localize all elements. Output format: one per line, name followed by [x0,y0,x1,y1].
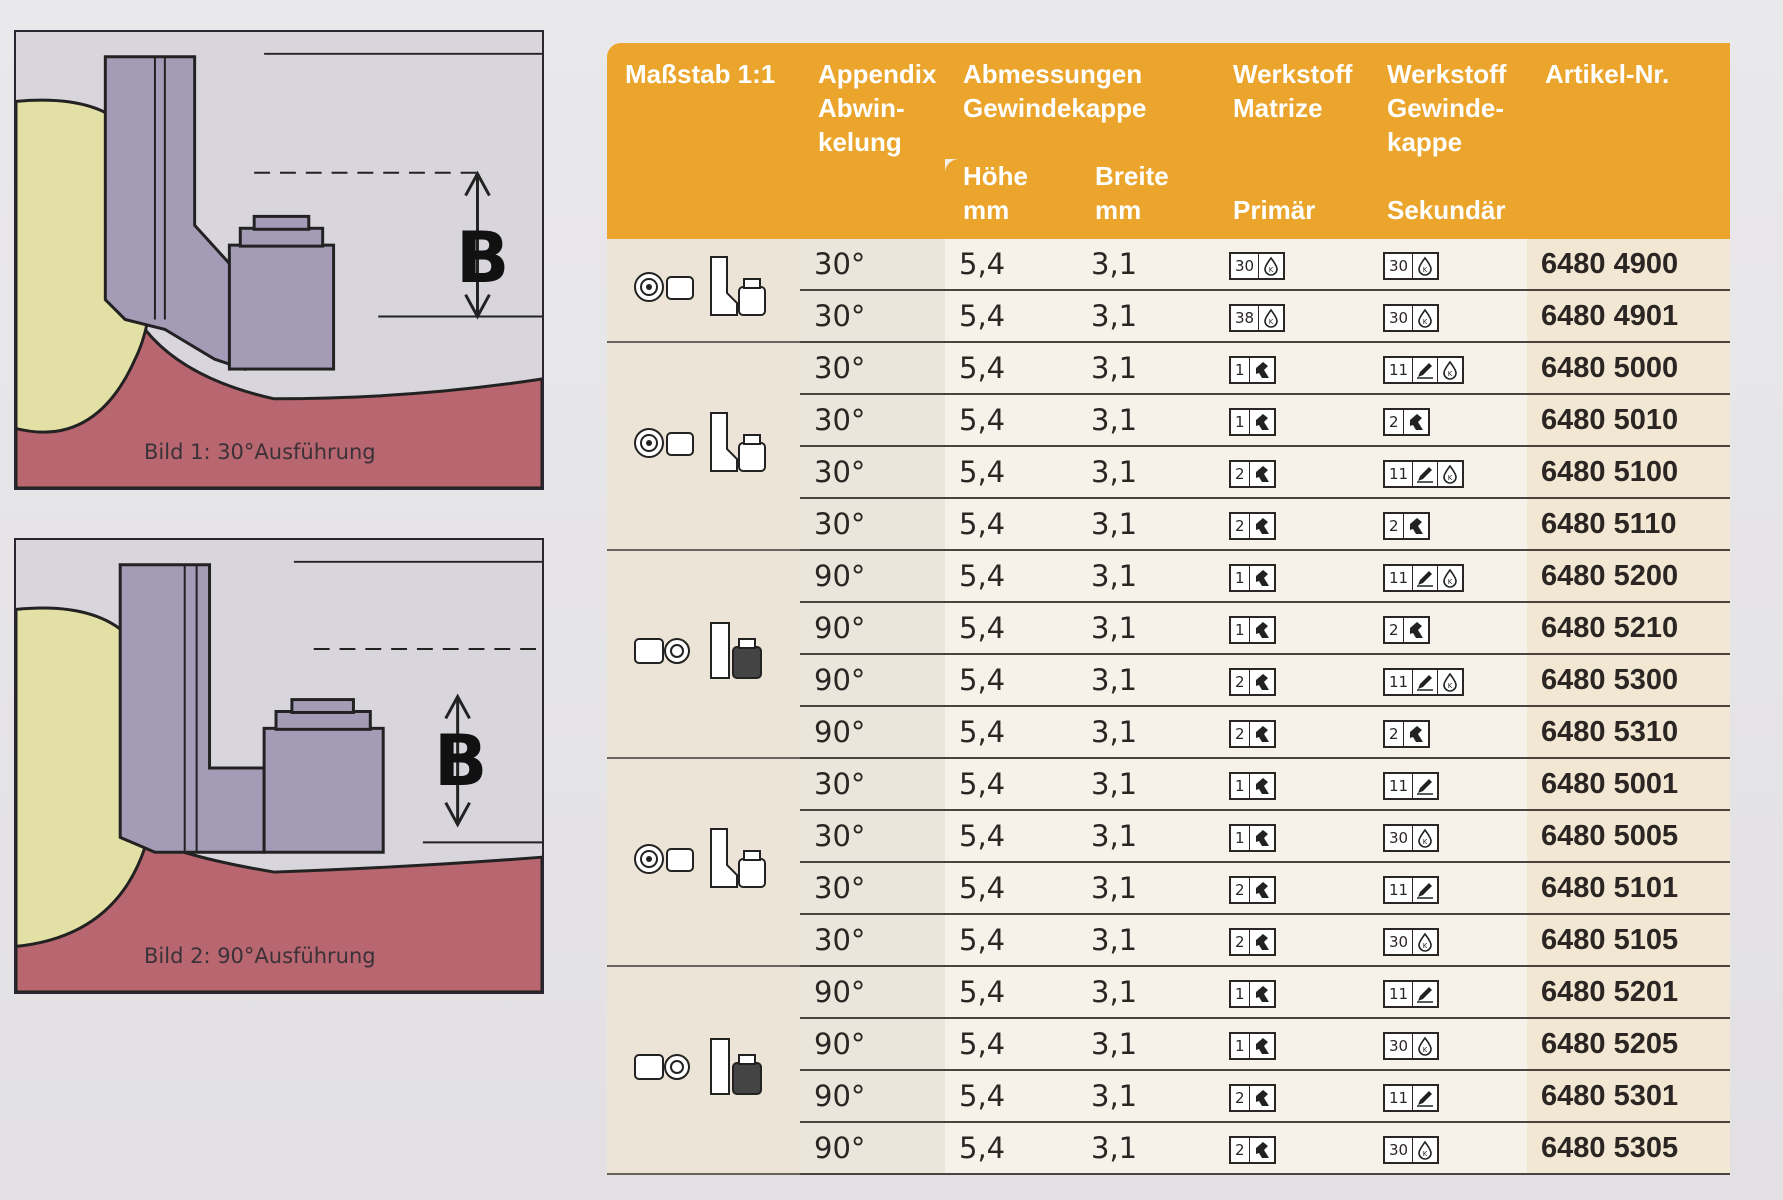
angle-cell: 30° [800,914,945,966]
material-badge [1229,460,1276,488]
article-number-cell: 6480 5000 [1527,342,1730,394]
width-cell: 3,1 [1077,758,1215,810]
angle-cell: 90° [800,966,945,1018]
material-badge [1383,252,1439,280]
material-number: 2 [1385,618,1404,642]
primary-material-cell [1215,862,1369,914]
secondary-material-cell [1369,914,1527,966]
30deg-cap-icon [629,403,779,483]
material-badge [1383,876,1439,904]
width-cell: 3,1 [1077,914,1215,966]
material-number: 30 [1385,1034,1413,1058]
material-number: 30 [1385,306,1413,330]
drop-k-icon [1437,670,1462,694]
angle-cell: 90° [800,706,945,758]
material-badge [1229,928,1276,956]
material-badge [1229,408,1276,436]
header-width: Breite mm [1077,159,1215,239]
height-cell: 5,4 [945,239,1077,290]
pen-icon [1413,774,1437,798]
material-badge [1383,824,1439,852]
material-badge [1383,1084,1439,1112]
header-angle: Appendix Abwin-kelung [800,43,945,239]
primary-material-cell [1215,550,1369,602]
primary-material-cell [1215,654,1369,706]
pen-icon [1413,982,1437,1006]
material-badge [1229,564,1276,592]
article-number-cell: 6480 5200 [1527,550,1730,602]
material-number: 2 [1231,722,1250,746]
article-number-cell: 6480 5210 [1527,602,1730,654]
svg-text:K: K [1422,266,1428,274]
table-header [607,43,1730,239]
90deg-cap-icon [629,1027,779,1107]
article-number-cell: 6480 5110 [1527,498,1730,550]
drop-k-icon [1413,930,1437,954]
material-number: 11 [1385,878,1413,902]
dimension-b-label: B [434,720,488,802]
height-cell: 5,4 [945,1070,1077,1122]
table-row [607,550,1730,602]
angle-cell: 90° [800,1070,945,1122]
primary-material-cell [1215,446,1369,498]
width-cell: 3,1 [1077,1122,1215,1174]
secondary-material-cell [1369,966,1527,1018]
material-number: 2 [1231,462,1250,486]
primary-material-cell [1215,706,1369,758]
drop-k-icon [1413,826,1437,850]
hammer-icon [1404,410,1428,434]
width-cell: 3,1 [1077,290,1215,342]
primary-material-cell [1215,1070,1369,1122]
material-number: 2 [1231,1138,1250,1162]
header-material-primary: Werkstoff Matrize [1215,43,1369,159]
secondary-material-cell [1369,342,1527,394]
height-cell: 5,4 [945,446,1077,498]
width-cell: 3,1 [1077,394,1215,446]
drop-k-icon [1437,566,1462,590]
figure-30-degree [14,30,544,490]
svg-text:K: K [1422,838,1428,846]
material-number: 2 [1385,722,1404,746]
material-badge [1229,720,1276,748]
secondary-material-cell [1369,239,1527,290]
svg-text:K: K [1268,266,1274,274]
table-row [607,239,1730,290]
width-cell: 3,1 [1077,1018,1215,1070]
height-cell: 5,4 [945,498,1077,550]
svg-text:K: K [1268,318,1274,326]
material-number: 1 [1231,826,1250,850]
hammer-icon [1250,1086,1274,1110]
hammer-icon [1404,618,1428,642]
material-badge [1383,1136,1439,1164]
height-cell: 5,4 [945,1122,1077,1174]
hammer-icon [1250,930,1274,954]
material-badge [1229,772,1276,800]
width-cell: 3,1 [1077,498,1215,550]
30deg-cap-icon [629,247,779,327]
height-cell: 5,4 [945,654,1077,706]
material-badge [1229,980,1276,1008]
90deg-cap-icon [607,966,800,1174]
header-primary-sub: Primär [1215,159,1369,239]
material-number: 2 [1231,878,1250,902]
secondary-material-cell [1369,550,1527,602]
article-number-cell: 6480 5005 [1527,810,1730,862]
pen-icon [1413,462,1437,486]
height-cell: 5,4 [945,758,1077,810]
hammer-icon [1404,722,1428,746]
secondary-material-cell [1369,1018,1527,1070]
secondary-material-cell [1369,862,1527,914]
primary-material-cell [1215,966,1369,1018]
article-number-cell: 6480 5205 [1527,1018,1730,1070]
article-number-cell: 6480 5105 [1527,914,1730,966]
material-badge [1383,460,1464,488]
material-number: 30 [1385,826,1413,850]
width-cell: 3,1 [1077,706,1215,758]
header-material-secondary: Werkstoff Gewinde-kappe [1369,43,1527,159]
header-secondary-sub: Sekundär [1369,159,1527,239]
hammer-icon [1250,826,1274,850]
primary-material-cell [1215,239,1369,290]
angle-cell: 30° [800,498,945,550]
article-number-cell: 6480 5310 [1527,706,1730,758]
width-cell: 3,1 [1077,342,1215,394]
secondary-material-cell [1369,602,1527,654]
height-cell: 5,4 [945,550,1077,602]
hammer-icon [1250,982,1274,1006]
article-number-cell: 6480 5201 [1527,966,1730,1018]
height-cell: 5,4 [945,914,1077,966]
svg-text:K: K [1422,1150,1428,1158]
svg-text:K: K [1447,474,1453,482]
article-number-cell: 6480 5300 [1527,654,1730,706]
material-badge [1383,512,1430,540]
width-cell: 3,1 [1077,239,1215,290]
material-number: 1 [1231,982,1250,1006]
hammer-icon [1250,410,1274,434]
drop-k-icon [1413,254,1437,278]
material-number: 11 [1385,462,1413,486]
primary-material-cell [1215,810,1369,862]
height-cell: 5,4 [945,966,1077,1018]
hammer-icon [1250,618,1274,642]
primary-material-cell [1215,290,1369,342]
article-table [607,43,1730,1175]
material-badge [1383,564,1464,592]
article-number-cell: 6480 5305 [1527,1122,1730,1174]
material-number: 11 [1385,774,1413,798]
width-cell: 3,1 [1077,810,1215,862]
material-badge [1383,668,1464,696]
pen-icon [1413,358,1437,382]
height-cell: 5,4 [945,602,1077,654]
material-badge [1383,772,1439,800]
hammer-icon [1250,1138,1274,1162]
svg-text:K: K [1447,370,1453,378]
material-badge [1383,356,1464,384]
dimension-b-label: B [456,217,510,299]
material-number: 11 [1385,670,1413,694]
primary-material-cell [1215,342,1369,394]
header-article: Artikel-Nr. [1527,43,1730,239]
drop-k-icon [1437,462,1462,486]
table-row [607,966,1730,1018]
angle-cell: 30° [800,394,945,446]
secondary-material-cell [1369,758,1527,810]
material-badge [1383,408,1430,436]
material-badge [1383,720,1430,748]
90deg-cap-icon [629,611,779,691]
svg-text:K: K [1447,682,1453,690]
material-number: 30 [1385,1138,1413,1162]
angle-cell: 90° [800,654,945,706]
width-cell: 3,1 [1077,550,1215,602]
material-number: 1 [1231,410,1250,434]
pen-icon [1413,1086,1437,1110]
material-number: 1 [1231,566,1250,590]
figure-90-degree [14,538,544,994]
height-cell: 5,4 [945,394,1077,446]
width-cell: 3,1 [1077,446,1215,498]
material-badge [1383,1032,1439,1060]
figure-2-caption: Bild 2: 90°Ausführung [144,944,376,968]
material-number: 30 [1231,254,1259,278]
primary-material-cell [1215,394,1369,446]
secondary-material-cell [1369,394,1527,446]
article-number-cell: 6480 5100 [1527,446,1730,498]
width-cell: 3,1 [1077,602,1215,654]
hammer-icon [1250,1034,1274,1058]
30deg-cap-icon [607,239,800,342]
material-number: 1 [1231,618,1250,642]
width-cell: 3,1 [1077,862,1215,914]
angle-cell: 90° [800,1122,945,1174]
header-scale: Maßstab 1:1 [607,43,800,239]
secondary-material-cell [1369,810,1527,862]
drop-k-icon [1259,254,1283,278]
30deg-cap-icon [607,342,800,550]
drop-k-icon [1259,306,1283,330]
article-number-cell: 6480 4901 [1527,290,1730,342]
height-cell: 5,4 [945,342,1077,394]
secondary-material-cell [1369,1070,1527,1122]
height-cell: 5,4 [945,290,1077,342]
pen-icon [1413,670,1437,694]
material-number: 11 [1385,982,1413,1006]
material-badge [1229,1032,1276,1060]
material-badge [1229,824,1276,852]
material-number: 30 [1385,930,1413,954]
material-number: 2 [1231,670,1250,694]
material-badge [1229,876,1276,904]
angle-cell: 90° [800,1018,945,1070]
secondary-material-cell [1369,706,1527,758]
material-badge [1383,980,1439,1008]
material-number: 2 [1231,930,1250,954]
secondary-material-cell [1369,446,1527,498]
30deg-cap-icon [607,758,800,966]
secondary-material-cell [1369,290,1527,342]
primary-material-cell [1215,1122,1369,1174]
article-number-cell: 6480 5301 [1527,1070,1730,1122]
primary-material-cell [1215,1018,1369,1070]
material-badge [1383,928,1439,956]
height-cell: 5,4 [945,1018,1077,1070]
pen-icon [1413,566,1437,590]
material-badge [1229,1136,1276,1164]
figure-1-caption: Bild 1: 30°Ausführung [144,440,376,464]
svg-text:K: K [1422,942,1428,950]
material-number: 1 [1231,358,1250,382]
angle-cell: 90° [800,550,945,602]
height-cell: 5,4 [945,810,1077,862]
article-number-cell: 6480 5010 [1527,394,1730,446]
material-number: 11 [1385,358,1413,382]
width-cell: 3,1 [1077,966,1215,1018]
primary-material-cell [1215,498,1369,550]
table-body [607,239,1730,1174]
primary-material-cell [1215,602,1369,654]
angle-cell: 30° [800,290,945,342]
angle-cell: 30° [800,342,945,394]
primary-material-cell [1215,914,1369,966]
secondary-material-cell [1369,654,1527,706]
angle-cell: 30° [800,862,945,914]
material-number: 11 [1385,1086,1413,1110]
article-number-cell: 6480 5001 [1527,758,1730,810]
width-cell: 3,1 [1077,654,1215,706]
material-badge [1383,616,1430,644]
material-badge [1229,616,1276,644]
material-badge [1229,1084,1276,1112]
material-number: 11 [1385,566,1413,590]
material-number: 38 [1231,306,1259,330]
header-dimensions: Abmessungen Gewindekappe [945,43,1215,159]
article-number-cell: 6480 5101 [1527,862,1730,914]
hammer-icon [1250,774,1274,798]
primary-material-cell [1215,758,1369,810]
table-row [607,758,1730,810]
material-badge [1229,252,1285,280]
pen-icon [1413,878,1437,902]
hammer-icon [1250,878,1274,902]
hammer-icon [1250,670,1274,694]
hammer-icon [1250,358,1274,382]
material-badge [1229,668,1276,696]
height-cell: 5,4 [945,706,1077,758]
header-height: Höhe mm [945,159,1077,239]
material-number: 2 [1385,514,1404,538]
svg-text:K: K [1447,578,1453,586]
angle-cell: 30° [800,446,945,498]
material-number: 1 [1231,1034,1250,1058]
drop-k-icon [1413,1034,1437,1058]
hammer-icon [1250,566,1274,590]
material-number: 1 [1231,774,1250,798]
angle-cell: 90° [800,602,945,654]
hammer-icon [1250,462,1274,486]
material-number: 2 [1231,1086,1250,1110]
width-cell: 3,1 [1077,1070,1215,1122]
secondary-material-cell [1369,498,1527,550]
material-badge [1229,356,1276,384]
material-number: 30 [1385,254,1413,278]
article-number-cell: 6480 4900 [1527,239,1730,290]
height-cell: 5,4 [945,862,1077,914]
90deg-cap-icon [607,550,800,758]
material-number: 2 [1231,514,1250,538]
drop-k-icon [1413,1138,1437,1162]
material-badge [1383,304,1439,332]
drop-k-icon [1413,306,1437,330]
drop-k-icon [1437,358,1462,382]
table-row [607,342,1730,394]
secondary-material-cell [1369,1122,1527,1174]
angle-cell: 30° [800,810,945,862]
angle-cell: 30° [800,239,945,290]
material-badge [1229,304,1285,332]
angle-cell: 30° [800,758,945,810]
svg-text:K: K [1422,1046,1428,1054]
hammer-icon [1250,514,1274,538]
hammer-icon [1404,514,1428,538]
material-badge [1229,512,1276,540]
30deg-cap-icon [629,819,779,899]
svg-text:K: K [1422,318,1428,326]
material-number: 2 [1385,410,1404,434]
hammer-icon [1250,722,1274,746]
